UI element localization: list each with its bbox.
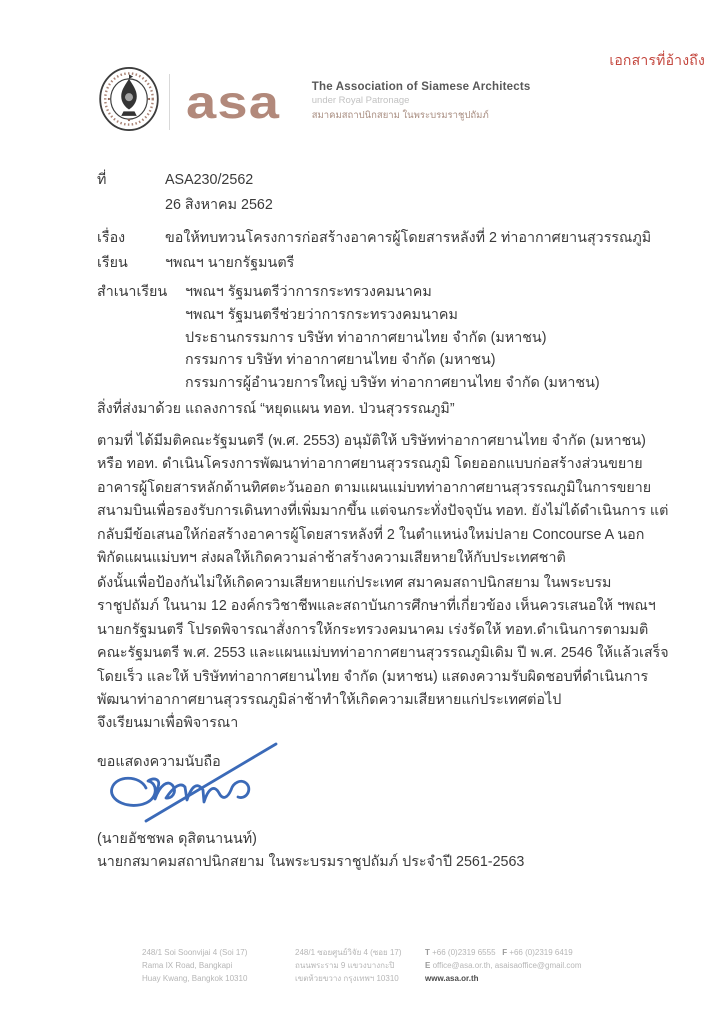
- closing-line: จึงเรียนมาเพื่อพิจารณา: [97, 715, 239, 731]
- cc-label: สำเนาเรียน: [97, 284, 168, 300]
- footer-address-en: 248/1 Soi Soonvijai 4 (Soi 17) Rama IX Road, Bangkapi Huay Kwang, Bangkok 10310: [142, 948, 248, 983]
- reference-tag: เอกสารที่อ้างถึง: [609, 52, 705, 68]
- tel-label: T: [425, 948, 430, 957]
- subject-value: ขอให้ทบทวนโครงการก่อสร้างอาคารผู้โดยสารหลังที่ 2 ท่าอากาศยานสุวรรณภูมิ: [165, 230, 652, 246]
- letter-meta: [97, 168, 697, 276]
- recipient-label: เรียน: [97, 255, 128, 271]
- cc-block: [97, 281, 697, 395]
- org-subtitle-en: under Royal Patronage: [311, 94, 410, 106]
- org-name-th: สมาคมสถาปนิกสยาม ในพระบรมราชูปถัมภ์: [311, 109, 489, 121]
- subject-row: [97, 226, 697, 251]
- doc-number-row: [97, 168, 697, 193]
- email-label: E: [425, 961, 431, 970]
- body-paragraph-1: ตามที่ ได้มีมติคณะรัฐมนตรี (พ.ศ. 2553) อนุมัติให้ บริษัทท่าอากาศยานไทย จำกัด (มหาชน) หรือ ทอท. ดำเนินโครงการพัฒนาท่าอากาศยานสุวรรณภูมิ โดยออกแบบก่อสร้างส่วนขยายอาคารผู้โดยสารหลักด้านทิศตะวันออก ตามแผนแม่บทท่าอากาศยานสุวรรณภูมิในการขยายสนามบินเพื่อรองรับการเดินทางที่เพิ่มมากขึ้น แต่จนกระทั่งปัจจุบัน ทอท. ยังไม่ได้ดำเนินการ แต่กลับมีข้อเสนอให้ก่อสร้างอาคารผู้โดยสารหลังที่ 2 ในตำแหน่งใหม่ปลาย Concourse A นอกพิกัดแผนแม่บทฯ ส่งผลให้เกิดความล่าช้าสร้างความเสียหายให้กับประเทศชาติ: [97, 433, 669, 567]
- body-paragraph-2: ดังนั้นเพื่อป้องกันไม่ให้เกิดความเสียหายแก่ประเทศ สมาคมสถาปนิกสยาม ในพระบรมราชูปถัมภ์ ในนาม 12 องค์กรวิชาชีพและสถาบันการศึกษาที่เกี่ยวข้อง เห็นควรเสนอให้ ฯพณฯ นายกรัฐมนตรี โปรดพิจารณาสั่งการให้กระทรวงคมนาคม เร่งรัดให้ ทอท.ดำเนินการตามมติคณะรัฐมนตรี พ.ศ. 2553 และแผนแม่บทท่าอากาศยานสุวรรณภูมิเดิม ปี พ.ศ. 2546 ให้แล้วเสร็จโดยเร็ว และให้ บริษัทท่าอากาศยานไทย จำกัด (มหาชน) แสดงความรับผิดชอบที่ดำเนินการพัฒนาท่าอากาศยานสุวรรณภูมิล่าช้าทำให้เกิดความเสียหายแก่ประเทศต่อไป: [97, 575, 669, 709]
- footer-address-th: 248/1 ซอยศูนย์วิจัย 4 (ซอย 17) ถนนพระราม 9 แขวงบางกะปิ เขตห้วยขวาง กรุงเทพฯ 10310: [295, 948, 402, 983]
- org-name-en: The Association of Siamese Architects: [311, 80, 531, 93]
- date-row: [97, 193, 697, 218]
- doc-number-value: ASA230/2562: [165, 172, 254, 188]
- signer-name: (นายอัชชพล ดุสิตนานนท์): [97, 831, 257, 847]
- cc-items: [185, 281, 600, 395]
- tel-value: +66 (0)2319 6555: [432, 948, 496, 957]
- date-value: 26 สิงหาคม 2562: [165, 197, 273, 213]
- recipient-value: ฯพณฯ นายกรัฐมนตรี: [165, 255, 295, 271]
- email-value: office@asa.or.th, asaisaoffice@gmail.com: [432, 961, 582, 970]
- cc-item: ฯพณฯ รัฐมนตรีช่วยว่าการกระทรวงคมนาคม: [185, 306, 458, 323]
- cc-item: ประธานกรรมการ บริษัท ท่าอากาศยานไทย จำกัด (มหาชน): [185, 329, 547, 346]
- signer-title: นายกสมาคมสถาปนิกสยาม ในพระบรมราชูปถัมภ์ ประจำปี 2561-2563: [97, 854, 525, 870]
- doc-number-label: ที่: [97, 172, 107, 188]
- cc-item: กรรมการ บริษัท ท่าอากาศยานไทย จำกัด (มหาชน): [185, 352, 496, 369]
- letterhead: [97, 64, 530, 139]
- enclosure-line: สิ่งที่ส่งมาด้วย แถลงการณ์ “หยุดแผน ทอท. ป่วนสุวรรณภูมิ”: [97, 401, 455, 417]
- footer-contact: [425, 946, 581, 985]
- asa-logo: asa: [186, 75, 281, 128]
- asa-seal-icon: [97, 64, 161, 139]
- cc-item: กรรมการผู้อำนวยการใหญ่ บริษัท ท่าอากาศยานไทย จำกัด (มหาชน): [185, 375, 600, 392]
- letterhead-divider: [169, 74, 170, 130]
- letterhead-text: [312, 81, 531, 123]
- fax-value: +66 (0)2319 6419: [509, 948, 573, 957]
- salutation-line: ขอแสดงความนับถือ: [97, 754, 221, 770]
- cc-item: ฯพณฯ รัฐมนตรีว่าการกระทรวงคมนาคม: [185, 284, 432, 300]
- subject-label: เรื่อง: [97, 230, 126, 246]
- fax-label: F: [502, 948, 508, 957]
- website-link[interactable]: www.asa.or.th: [425, 974, 479, 983]
- recipient-row: [97, 251, 697, 276]
